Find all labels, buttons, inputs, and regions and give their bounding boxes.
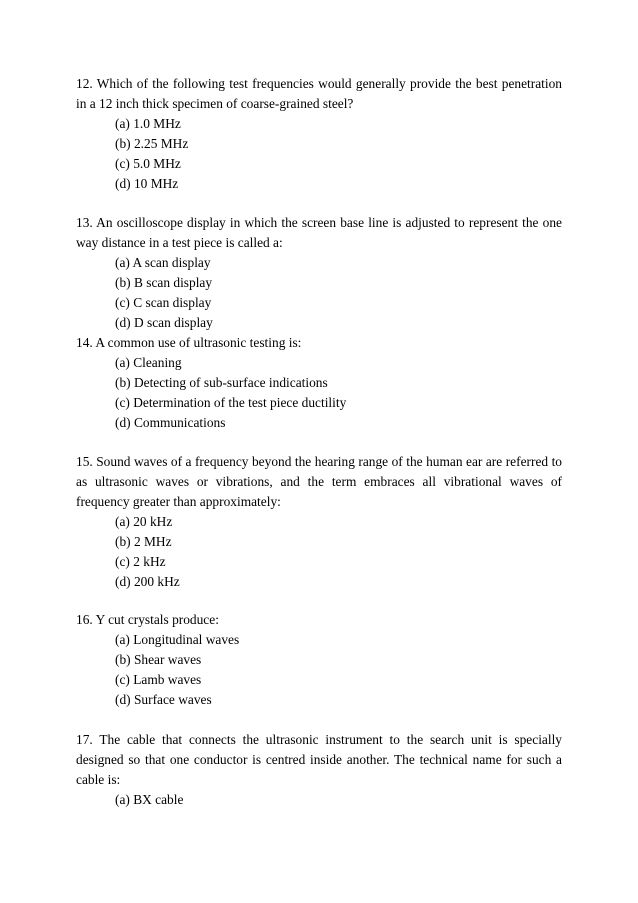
answer-option: (c) Determination of the test piece ductility: [115, 395, 347, 410]
answer-option: (d) Surface waves: [115, 692, 212, 707]
stem-line: waves of frequency greater than approximately:: [76, 474, 562, 509]
answer-option: (a) BX cable: [115, 792, 184, 807]
question-stem: [76, 213, 562, 253]
answer-option: (c) Lamb waves: [115, 672, 202, 687]
question-17: [76, 730, 562, 810]
question-stem: [76, 333, 562, 353]
answer-option: (d) D scan display: [115, 315, 213, 330]
answer-option: (a) Longitudinal waves: [115, 632, 240, 647]
stem-line: 16. Y cut crystals produce:: [76, 612, 219, 627]
stem-line: 13. An oscilloscope display in which the screen base line is adjusted to represent: [76, 215, 518, 230]
answer-option: (b) 2.25 MHz: [115, 136, 189, 151]
question-stem: [76, 730, 562, 790]
answer-option: (c) 5.0 MHz: [115, 156, 181, 171]
answer-option: (b) Detecting of sub-surface indications: [115, 375, 328, 390]
question-stem: [76, 610, 562, 630]
stem-line: designed so that one conductor is centred inside another. The technical name for: [76, 752, 522, 767]
stem-line: 12. Which of the following test frequencies would generally provide the best: [76, 76, 498, 91]
answer-option: (d) 200 kHz: [115, 574, 180, 589]
stem-line: the one way distance in a test piece is called a:: [76, 215, 562, 250]
answer-option: (a) A scan display: [115, 255, 211, 270]
question-stem: [76, 74, 562, 114]
answer-option: (d) Communications: [115, 415, 226, 430]
answer-option: (c) 2 kHz: [115, 554, 166, 569]
stem-line: 17. The cable that connects the ultrasonic instrument to the search unit is specially: [76, 732, 562, 747]
answer-option: (a) 1.0 MHz: [115, 116, 181, 131]
answer-option: (c) C scan display: [115, 295, 212, 310]
stem-line: 14. A common use of ultrasonic testing is:: [76, 335, 302, 350]
question-13: [76, 213, 562, 333]
answer-option: (b) Shear waves: [115, 652, 202, 667]
answer-option: (b) 2 MHz: [115, 534, 172, 549]
answer-option: (b) B scan display: [115, 275, 213, 290]
answer-option: (a) 20 kHz: [115, 514, 173, 529]
question-14: [76, 333, 562, 433]
stem-line: 15. Sound waves of a frequency beyond the hearing range of the human ear are: [76, 454, 503, 469]
stem-line: such a cable is:: [76, 752, 562, 787]
question-16: [76, 610, 562, 710]
stem-line: referred to as ultrasonic waves or vibrations, and the term embraces all vibrational: [76, 454, 562, 489]
question-12: [76, 74, 562, 194]
question-stem: [76, 452, 562, 512]
stem-line: penetration in a 12 inch thick specimen of coarse-grained steel?: [76, 76, 562, 111]
question-15: [76, 452, 562, 592]
answer-option: (d) 10 MHz: [115, 176, 179, 191]
answer-option: (a) Cleaning: [115, 355, 182, 370]
